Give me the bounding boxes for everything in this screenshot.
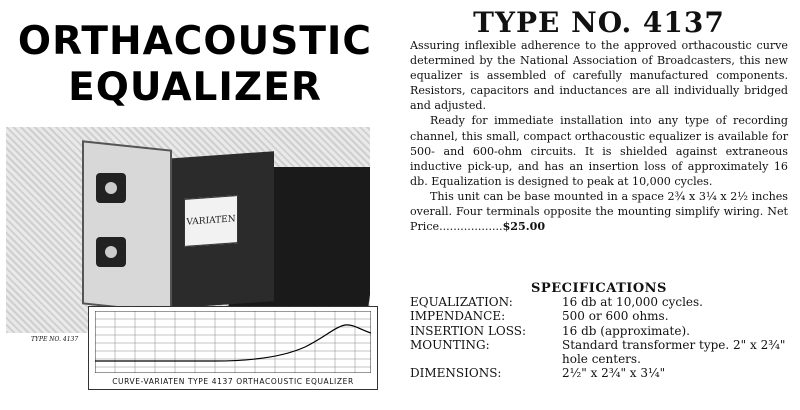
paragraph-3 [410, 189, 788, 234]
paragraph-3-text: This unit can be base mounted in a space 2¾ x 3¼ x 2½ inches overall. Four terminals opposite the mounting simplify wiring. Net Price.................. [410, 189, 788, 234]
spec-row [410, 338, 788, 367]
brand-label: VARIATEN [184, 195, 238, 247]
response-curve-graph [88, 306, 378, 390]
spec-value: 500 or 600 ohms. [562, 309, 669, 324]
spec-key: MOUNTING: [410, 337, 490, 352]
spec-key: INSERTION LOSS: [410, 323, 527, 338]
curve-graph-svg [95, 311, 371, 373]
description [410, 38, 788, 234]
spec-row [410, 366, 788, 380]
spec-key: IMPENDANCE: [410, 309, 506, 324]
specifications-list [410, 295, 788, 381]
spec-key: DIMENSIONS: [410, 366, 502, 381]
headline-line-1: ORTHACOUSTIC [17, 19, 373, 64]
paragraph-1: Assuring inflexible adherence to the approved orthacoustic curve determined by the National Association of Broadcasters, this new equalizer is assembled of carefully manufactured components. Resistors, capacitors and inductances are all individually bridged and adjusted. [410, 39, 788, 113]
spec-key: EQUALIZATION: [410, 295, 513, 309]
photo-caption: TYPE NO. 4137 [31, 336, 79, 343]
product-photo [6, 127, 370, 333]
equalizer-box-front [82, 140, 172, 313]
left-column [0, 0, 390, 410]
type-title: TYPE NO. 4137 [473, 6, 725, 39]
graph-caption: CURVE-VARIATEN TYPE 4137 ORTHACOUSTIC EQUALIZER [112, 377, 354, 386]
spec-row [410, 295, 788, 309]
terminal-block-top [96, 173, 126, 203]
spec-value: Standard transformer type. 2" x 2¾" hole centers. [562, 337, 786, 367]
net-price: $25.00 [502, 220, 546, 234]
spec-value: 2½" x 2¾" x 3¼" [562, 366, 666, 381]
specifications-heading: SPECIFICATIONS [531, 281, 667, 296]
paragraph-2: Ready for immediate installation into any type of recording channel, this small, compact orthacoustic equalizer is available for 500- and 600-ohm circuits. It is shielded against extraneous inductive pick-up, and has an insertion loss of approximately 16 db. Equalization is designed to peak at 10,000 cycles. [410, 114, 788, 188]
spec-row [410, 324, 788, 338]
spec-value: 16 db at 10,000 cycles. [562, 295, 703, 309]
headline-line-2: EQUALIZER [68, 65, 322, 110]
spec-row [410, 309, 788, 323]
terminal-block-bottom [96, 237, 126, 267]
spec-value: 16 db (approximate). [562, 323, 690, 338]
